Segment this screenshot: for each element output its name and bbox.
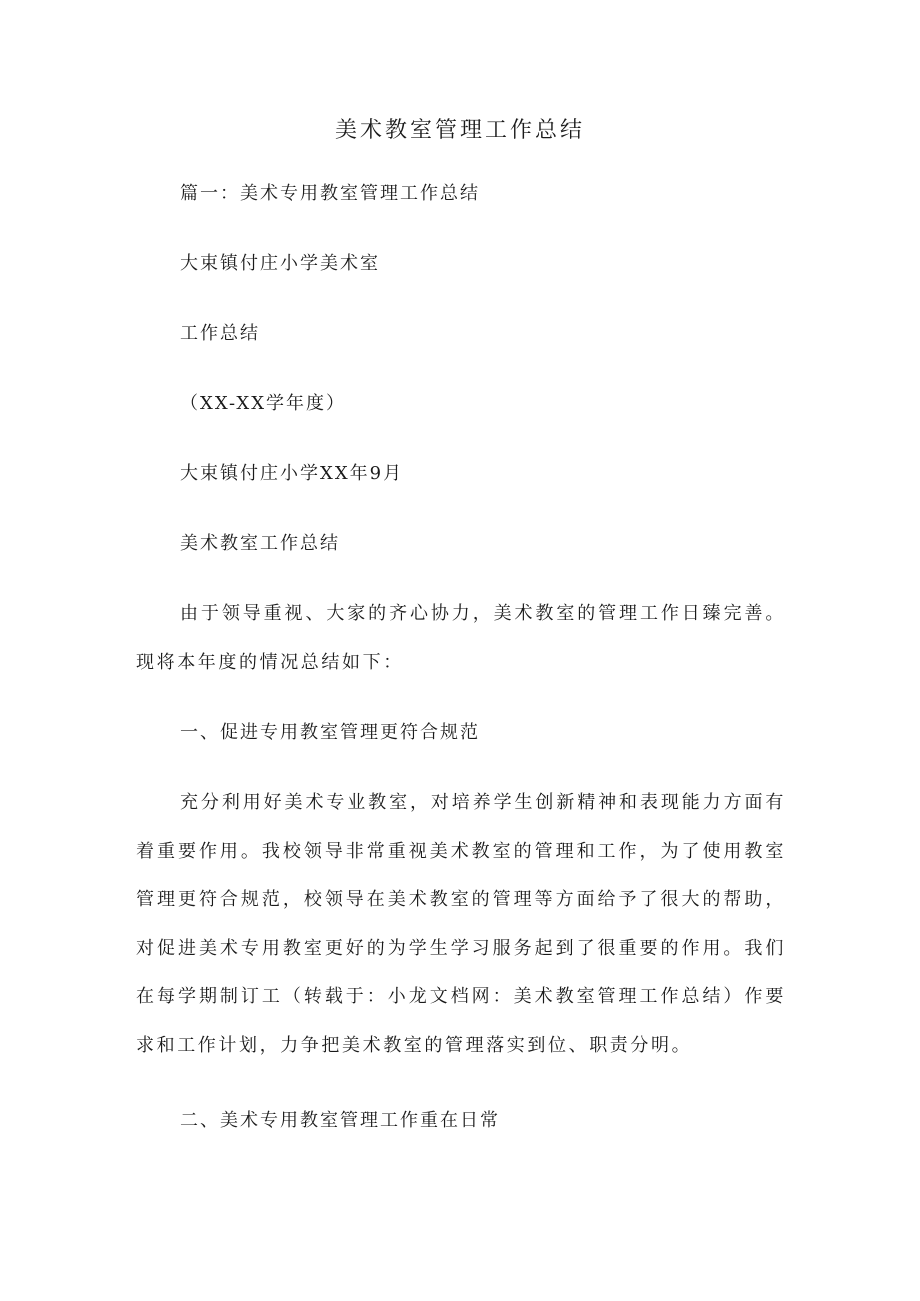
document-title: 美术教室管理工作总结 [334,118,585,143]
subtitle-line: 篇一：美术专用教室管理工作总结 [180,183,480,204]
date-line: 大束镇付庄小学XX年9月 [180,463,404,484]
school-name-line: 大束镇付庄小学美术室 [180,253,380,274]
work-summary-line: 工作总结 [180,323,260,344]
section-1-paragraph: 充分利用好美术专业教室，对培养学生创新精神和表现能力方面有着重要作用。我校领导非常重视美术教室的管理和工作，为了使用教室管理更符合规范，校领导在美术教室的管理等方面给予了很大的帮助，对促进美术专用教室更好的为学生学习服务起到了很重要的作用。我们在每学期制订工（转载于：小龙文档网：美术教室管理工作总结）作要求和工作计划，力争把美术教室的管理落实到位、职责分明。 [136,792,786,1056]
section-2-heading: 二、美术专用教室管理工作重在日常 [180,1110,500,1131]
section-1-heading: 一、促进专用教室管理更符合规范 [180,722,480,743]
intro-paragraph: 由于领导重视、大家的齐心协力，美术教室的管理工作日臻完善。现将本年度的情况总结如下： [136,603,786,673]
school-year-line: （XX-XX学年度） [180,393,347,414]
section-title-line: 美术教室工作总结 [180,533,340,554]
